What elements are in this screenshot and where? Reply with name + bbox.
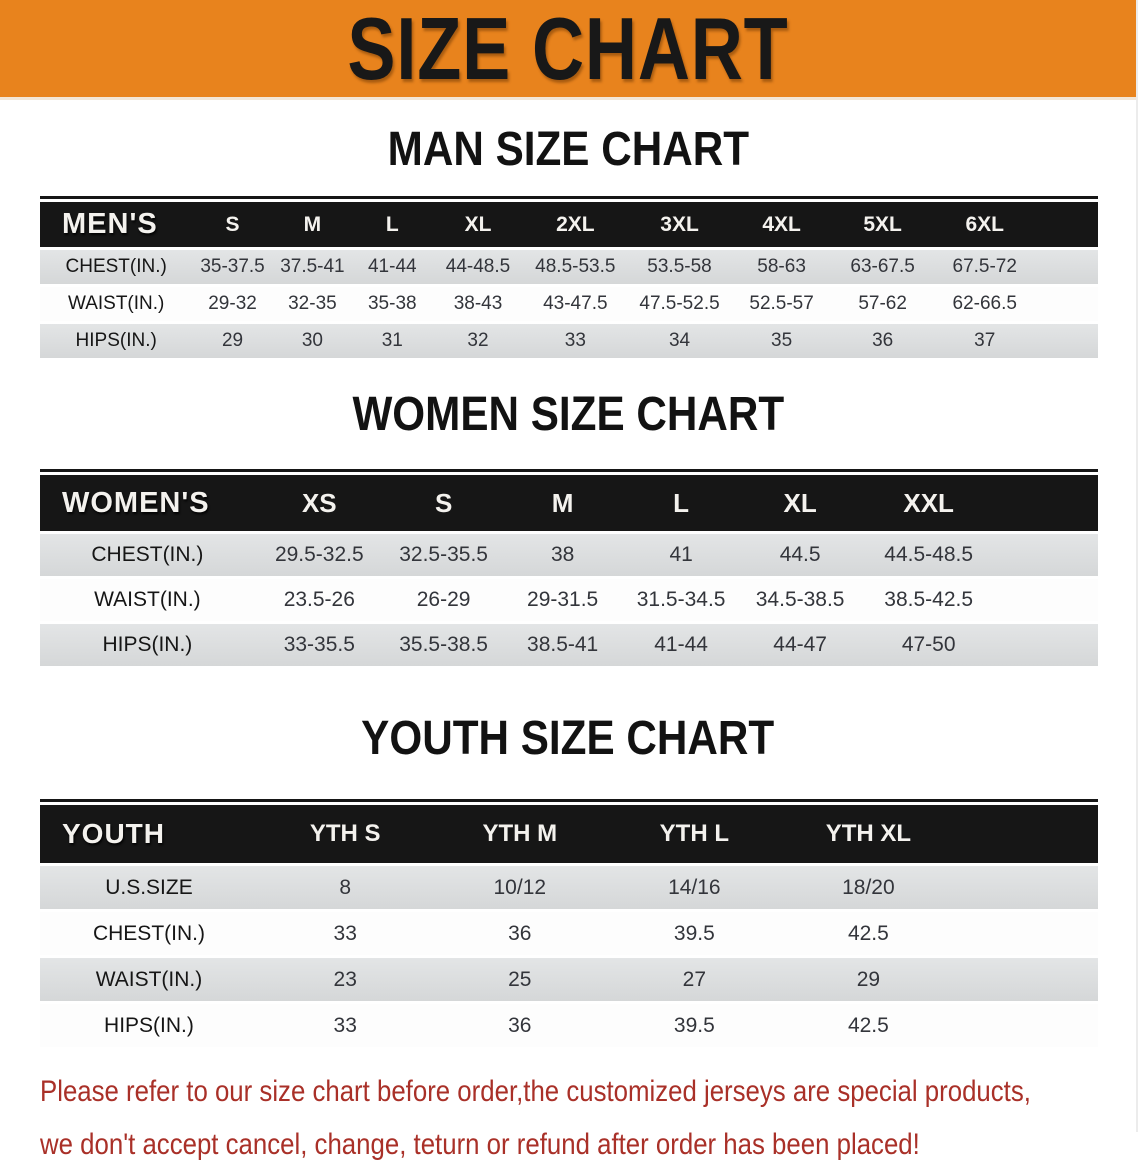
value-cell: 29-31.5 xyxy=(503,579,621,621)
value-cell: 39.5 xyxy=(607,1004,782,1047)
value-cell: 29.5-32.5 xyxy=(255,534,384,576)
table-row xyxy=(40,912,1098,955)
row-label-cell: HIPS(IN.) xyxy=(40,624,255,666)
filler-cell xyxy=(1036,287,1098,321)
value-cell: 33 xyxy=(258,1004,433,1047)
filler-cell xyxy=(955,1004,1098,1047)
value-cell: 44.5 xyxy=(740,534,860,576)
value-cell: 36 xyxy=(831,324,934,358)
size-header-cell: YTH L xyxy=(607,805,782,863)
value-cell: 18/20 xyxy=(782,866,956,909)
value-cell: 44-48.5 xyxy=(433,250,524,284)
filler-cell xyxy=(997,624,1098,666)
banner xyxy=(0,0,1136,100)
value-cell: 41-44 xyxy=(352,250,432,284)
table-row xyxy=(40,579,1098,621)
women-section-heading-text: WOMEN SIZE CHART xyxy=(352,388,784,441)
value-cell: 38-43 xyxy=(433,287,524,321)
women-size-table-wrap xyxy=(40,469,1098,669)
size-header-cell: XL xyxy=(433,202,524,247)
table-row xyxy=(40,287,1098,321)
row-label-cell: CHEST(IN.) xyxy=(40,250,192,284)
size-header-cell: L xyxy=(622,475,740,531)
row-label-cell: CHEST(IN.) xyxy=(40,912,258,955)
value-cell: 43-47.5 xyxy=(523,287,627,321)
value-cell: 14/16 xyxy=(607,866,782,909)
value-cell: 67.5-72 xyxy=(934,250,1036,284)
size-table xyxy=(40,472,1098,669)
value-cell: 35 xyxy=(732,324,831,358)
size-table xyxy=(40,199,1098,361)
value-cell: 48.5-53.5 xyxy=(523,250,627,284)
value-cell: 37.5-41 xyxy=(273,250,352,284)
size-table xyxy=(40,802,1098,1050)
size-header-cell: 2XL xyxy=(523,202,627,247)
value-cell: 29 xyxy=(192,324,272,358)
filler-cell xyxy=(955,912,1098,955)
value-cell: 63-67.5 xyxy=(831,250,934,284)
value-cell: 8 xyxy=(258,866,433,909)
women-size-table xyxy=(40,472,1098,669)
table-row xyxy=(40,324,1098,358)
value-cell: 41 xyxy=(622,534,740,576)
table-title-cell: WOMEN'S xyxy=(40,475,255,531)
header-row xyxy=(40,202,1098,247)
value-cell: 27 xyxy=(607,958,782,1001)
size-header-cell: L xyxy=(352,202,432,247)
table-title-cell: MEN'S xyxy=(40,202,192,247)
disclaimer-line-1-text: Please refer to our size chart before order,the customized jerseys are special products, xyxy=(40,1075,1031,1108)
value-cell: 32 xyxy=(433,324,524,358)
value-cell: 10/12 xyxy=(433,866,608,909)
value-cell: 35-37.5 xyxy=(192,250,272,284)
value-cell: 41-44 xyxy=(622,624,740,666)
filler-cell xyxy=(1036,324,1098,358)
youth-size-table xyxy=(40,802,1098,1050)
value-cell: 38 xyxy=(503,534,621,576)
value-cell: 31.5-34.5 xyxy=(622,579,740,621)
header-filler-cell xyxy=(955,805,1098,863)
header-filler-cell xyxy=(1036,202,1098,247)
value-cell: 34.5-38.5 xyxy=(740,579,860,621)
size-header-cell: 5XL xyxy=(831,202,934,247)
size-header-cell: YTH M xyxy=(433,805,608,863)
value-cell: 34 xyxy=(627,324,732,358)
disclaimer-line-2 xyxy=(40,1121,1136,1174)
filler-cell xyxy=(997,579,1098,621)
row-label-cell: HIPS(IN.) xyxy=(40,1004,258,1047)
disclaimer xyxy=(40,1068,1136,1174)
youth-size-table-wrap xyxy=(40,799,1098,1050)
value-cell: 25 xyxy=(433,958,608,1001)
size-header-cell: S xyxy=(192,202,272,247)
men-size-table xyxy=(40,199,1098,361)
size-header-cell: XXL xyxy=(860,475,998,531)
size-header-cell: XS xyxy=(255,475,384,531)
size-header-cell: M xyxy=(273,202,352,247)
size-header-cell: 4XL xyxy=(732,202,831,247)
value-cell: 29 xyxy=(782,958,956,1001)
value-cell: 30 xyxy=(273,324,352,358)
table-row xyxy=(40,958,1098,1001)
row-label-cell: HIPS(IN.) xyxy=(40,324,192,358)
value-cell: 38.5-41 xyxy=(503,624,621,666)
value-cell: 37 xyxy=(934,324,1036,358)
filler-cell xyxy=(955,958,1098,1001)
value-cell: 36 xyxy=(433,1004,608,1047)
header-row xyxy=(40,805,1098,863)
table-title-cell: YOUTH xyxy=(40,805,258,863)
man-section-heading-text: MAN SIZE CHART xyxy=(387,123,749,176)
youth-section-heading xyxy=(0,713,1136,773)
value-cell: 33-35.5 xyxy=(255,624,384,666)
value-cell: 58-63 xyxy=(732,250,831,284)
value-cell: 26-29 xyxy=(384,579,504,621)
size-header-cell: YTH S xyxy=(258,805,433,863)
disclaimer-line-2-text: we don't accept cancel, change, teturn or refund after order has been placed! xyxy=(40,1128,920,1161)
row-label-cell: WAIST(IN.) xyxy=(40,287,192,321)
filler-cell xyxy=(997,534,1098,576)
table-row xyxy=(40,534,1098,576)
value-cell: 57-62 xyxy=(831,287,934,321)
table-row xyxy=(40,1004,1098,1047)
value-cell: 42.5 xyxy=(782,1004,956,1047)
row-label-cell: CHEST(IN.) xyxy=(40,534,255,576)
value-cell: 42.5 xyxy=(782,912,956,955)
row-label-cell: WAIST(IN.) xyxy=(40,579,255,621)
value-cell: 35.5-38.5 xyxy=(384,624,504,666)
filler-cell xyxy=(1036,250,1098,284)
header-row xyxy=(40,475,1098,531)
banner-title: SIZE CHART xyxy=(347,0,789,98)
size-header-cell: 6XL xyxy=(934,202,1036,247)
value-cell: 62-66.5 xyxy=(934,287,1036,321)
size-header-cell: S xyxy=(384,475,504,531)
table-row xyxy=(40,250,1098,284)
table-row xyxy=(40,624,1098,666)
value-cell: 32-35 xyxy=(273,287,352,321)
filler-cell xyxy=(955,866,1098,909)
women-section-heading xyxy=(0,389,1136,449)
size-header-cell: XL xyxy=(740,475,860,531)
value-cell: 47.5-52.5 xyxy=(627,287,732,321)
row-label-cell: U.S.SIZE xyxy=(40,866,258,909)
value-cell: 52.5-57 xyxy=(732,287,831,321)
value-cell: 33 xyxy=(523,324,627,358)
row-label-cell: WAIST(IN.) xyxy=(40,958,258,1001)
value-cell: 47-50 xyxy=(860,624,998,666)
size-header-cell: YTH XL xyxy=(782,805,956,863)
value-cell: 33 xyxy=(258,912,433,955)
size-header-cell: 3XL xyxy=(627,202,732,247)
value-cell: 44.5-48.5 xyxy=(860,534,998,576)
value-cell: 29-32 xyxy=(192,287,272,321)
table-row xyxy=(40,866,1098,909)
value-cell: 36 xyxy=(433,912,608,955)
value-cell: 32.5-35.5 xyxy=(384,534,504,576)
man-section-heading xyxy=(0,124,1136,184)
size-header-cell: M xyxy=(503,475,621,531)
men-size-table-wrap xyxy=(40,196,1098,361)
header-filler-cell xyxy=(997,475,1098,531)
value-cell: 38.5-42.5 xyxy=(860,579,998,621)
value-cell: 53.5-58 xyxy=(627,250,732,284)
value-cell: 44-47 xyxy=(740,624,860,666)
youth-section-heading-text: YOUTH SIZE CHART xyxy=(361,712,775,765)
value-cell: 31 xyxy=(352,324,432,358)
value-cell: 23 xyxy=(258,958,433,1001)
value-cell: 35-38 xyxy=(352,287,432,321)
disclaimer-line-1 xyxy=(40,1068,1136,1121)
value-cell: 23.5-26 xyxy=(255,579,384,621)
value-cell: 39.5 xyxy=(607,912,782,955)
